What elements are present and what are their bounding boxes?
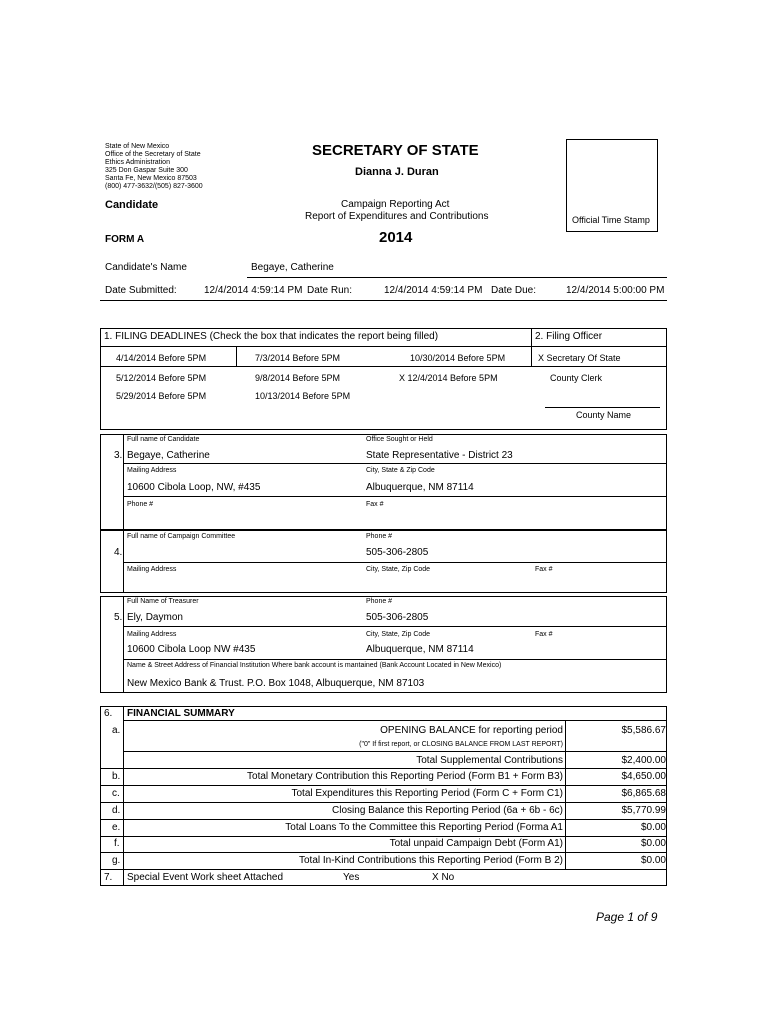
row-letter: b. <box>112 771 121 782</box>
act-title: Campaign Reporting Act <box>341 199 450 210</box>
agency-line: State of New Mexico <box>105 143 170 150</box>
date-run-value: 12/4/2014 4:59:14 PM <box>384 285 483 296</box>
field-label: Mailing Address <box>127 566 177 573</box>
row-letter: f. <box>114 838 120 849</box>
field-label: Name & Street Address of Financial Institution Where bank account is mantained (Bank Account Located in New Mexico) <box>127 662 502 669</box>
row-letter: d. <box>112 805 121 816</box>
field-label: Full Name of Treasurer <box>127 598 199 605</box>
section-number: 6. <box>104 708 113 719</box>
committee-phone: 505-306-2805 <box>366 547 429 558</box>
candidate-full-name: Begaye, Catherine <box>127 450 210 461</box>
special-event-label: Special Event Work sheet Attached <box>127 872 284 883</box>
field-label: City, State, Zip Code <box>366 631 431 638</box>
section-number: 5. <box>114 612 123 623</box>
agency-address <box>105 143 203 191</box>
section-number: 4. <box>114 547 123 558</box>
officer-secretary-of-state[interactable]: X Secretary Of State <box>538 353 621 363</box>
page-number: Page 1 of 9 <box>596 910 658 924</box>
treasurer-city: Albuquerque, NM 87114 <box>366 644 474 655</box>
bank-name-address: New Mexico Bank & Trust. P.O. Box 1048, Albuquerque, NM 87103 <box>127 678 425 689</box>
date-submitted-label: Date Submitted: <box>105 285 177 296</box>
agency-line: 325 Don Gaspar Suite 300 <box>105 167 188 174</box>
field-label: Fax # <box>535 566 553 573</box>
summary-row-amount: $0.00 <box>640 855 666 866</box>
section-number: 7. <box>104 872 113 883</box>
summary-row-label: Total unpaid Campaign Debt (Form A1) <box>389 838 563 849</box>
deadline-option[interactable]: 5/12/2014 Before 5PM <box>116 373 207 383</box>
deadline-option[interactable]: 9/8/2014 Before 5PM <box>255 373 341 383</box>
treasurer-mailing-address: 10600 Cibola Loop NW #435 <box>127 644 256 655</box>
office-sought: State Representative - District 23 <box>366 450 513 461</box>
financial-summary-heading: FINANCIAL SUMMARY <box>127 708 235 719</box>
deadline-option[interactable]: 7/3/2014 Before 5PM <box>255 353 341 363</box>
candidate-name-value: Begaye, Catherine <box>251 262 334 273</box>
field-label: Fax # <box>366 501 384 508</box>
opening-balance-note: ("0" If first report, or CLOSING BALANCE FROM LAST REPORT) <box>359 741 563 748</box>
field-label: Fax # <box>535 631 553 638</box>
treasurer-name: Ely, Daymon <box>127 612 183 623</box>
summary-row-amount: $5,770.99 <box>621 805 666 816</box>
deadline-option[interactable]: 10/30/2014 Before 5PM <box>410 353 506 363</box>
stamp-label: Official Time Stamp <box>572 215 650 225</box>
deadline-option[interactable]: 4/14/2014 Before 5PM <box>116 353 207 363</box>
opening-balance-amount: $5,586.67 <box>621 725 666 736</box>
field-label: Full name of Campaign Committee <box>127 533 236 540</box>
special-event-no-selected[interactable]: X No <box>432 872 455 883</box>
date-due-value: 12/4/2014 5:00:00 PM <box>566 285 665 296</box>
summary-row-label: Closing Balance this Reporting Period (6a + 6b - 6c) <box>332 805 563 816</box>
field-label: City, State & Zip Code <box>366 467 435 474</box>
summary-row-label: Total Expenditures this Reporting Period (Form C + Form C1) <box>291 788 563 799</box>
supplemental-contributions-label: Total Supplemental Contributions <box>416 755 563 766</box>
field-label: Full name of Candidate <box>127 436 200 443</box>
row-letter: e. <box>112 822 121 833</box>
candidate-city: Albuquerque, NM 87114 <box>366 482 474 493</box>
treasurer-phone: 505-306-2805 <box>366 612 429 623</box>
report-year: 2014 <box>379 229 413 246</box>
form-label: FORM A <box>105 234 145 245</box>
field-label: Office Sought or Held <box>366 436 433 443</box>
field-label: Phone # <box>366 533 393 540</box>
deadline-option[interactable]: 5/29/2014 Before 5PM <box>116 391 207 401</box>
date-run-label: Date Run: <box>307 285 353 296</box>
supplemental-contributions-amount: $2,400.00 <box>621 755 666 766</box>
agency-line: (800) 477-3632/(505) 827-3600 <box>105 183 203 190</box>
date-due-label: Date Due: <box>491 285 537 296</box>
summary-row-label: Total Monetary Contribution this Reporting Period (Form B1 + Form B3) <box>247 771 563 782</box>
deadline-option-selected[interactable]: X 12/4/2014 Before 5PM <box>399 373 498 383</box>
candidate-name-label: Candidate's Name <box>105 262 187 273</box>
deadline-option[interactable]: 10/13/2014 Before 5PM <box>255 391 351 401</box>
summary-row-amount: $0.00 <box>640 822 666 833</box>
field-label: City, State, Zip Code <box>366 566 431 573</box>
row-letter: a. <box>112 725 121 736</box>
section-number: 3. <box>114 450 123 461</box>
opening-balance-label: OPENING BALANCE for reporting period <box>380 725 563 736</box>
row-letter: g. <box>112 855 121 866</box>
summary-row-amount: $4,650.00 <box>621 771 666 782</box>
field-label: Mailing Address <box>127 631 177 638</box>
agency-line: Santa Fe, New Mexico 87503 <box>105 175 197 182</box>
date-submitted-value: 12/4/2014 4:59:14 PM <box>204 285 303 296</box>
row-letter: c. <box>112 788 120 799</box>
agency-line: Ethics Administration <box>105 159 170 166</box>
agency-line: Office of the Secretary of State <box>105 151 201 158</box>
filing-officer-heading: 2. Filing Officer <box>535 331 603 342</box>
summary-row-amount: $6,865.68 <box>621 788 666 799</box>
field-label: Phone # <box>127 501 154 508</box>
candidate-heading: Candidate <box>105 199 159 211</box>
field-label: Phone # <box>366 598 393 605</box>
summary-row-amount: $0.00 <box>640 838 666 849</box>
county-name-label: County Name <box>576 410 632 420</box>
filing-deadlines-heading: 1. FILING DEADLINES (Check the box that indicates the report being filled) <box>104 331 439 342</box>
report-title: Report of Expenditures and Contributions <box>305 211 489 222</box>
summary-row-label: Total Loans To the Committee this Reporting Period (Forma A1 <box>285 822 563 833</box>
summary-row-label: Total In-Kind Contributions this Reporting Period (Form B 2) <box>298 855 563 866</box>
officer-county-clerk[interactable]: County Clerk <box>550 373 603 383</box>
secretary-name: Dianna J. Duran <box>355 166 439 178</box>
candidate-mailing-address: 10600 Cibola Loop, NW, #435 <box>127 482 261 493</box>
page-title: SECRETARY OF STATE <box>312 142 479 159</box>
field-label: Mailing Address <box>127 467 177 474</box>
special-event-yes[interactable]: Yes <box>343 872 360 883</box>
